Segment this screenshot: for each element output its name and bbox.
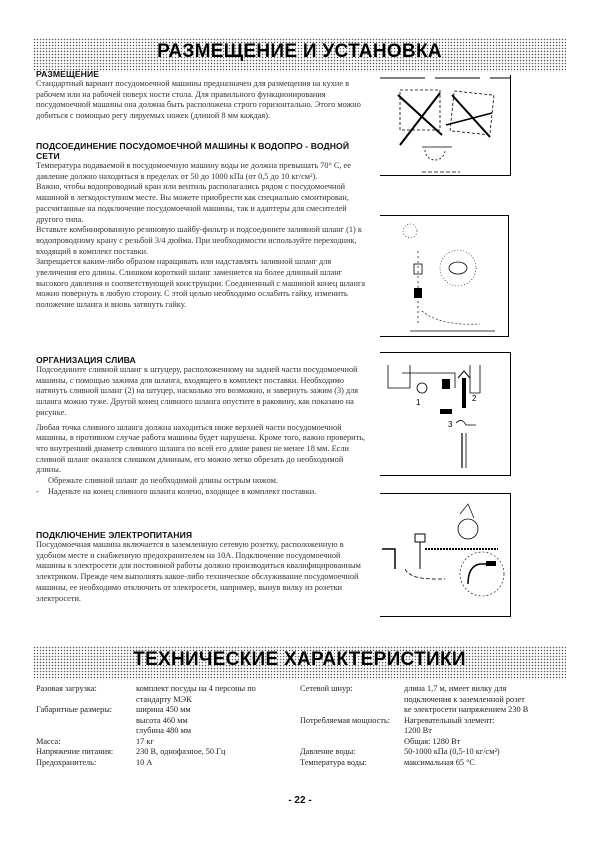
spec-label: Разовая загрузка: <box>36 684 97 693</box>
section-title-placement: РАЗМЕЩЕНИЕ И УСТАНОВКА <box>157 41 442 62</box>
bullet-mark: - <box>36 486 39 496</box>
heading-drain: ОРГАНИЗАЦИЯ СЛИВА <box>36 355 136 365</box>
spec-value: максимальная 65 °С <box>404 757 475 767</box>
spec-value: 17 кг <box>136 736 154 746</box>
spec-label: Масса: <box>36 736 61 746</box>
spec-label: Сетевой шнур: <box>300 684 353 693</box>
figure-water-connection <box>380 215 509 337</box>
spec-value: 50-1000 кПа (0,5-10 кг/см²) <box>404 747 500 756</box>
spec-values <box>136 684 256 705</box>
spec-values <box>136 705 191 737</box>
drain-paragraph: Подсоедините сливной шланг к штуцеру, расположенному на задней части посудомоечной машины, с помощью зажима для шланга, входящего в комплект поставки. Необходимо натянуть сливной шланг (2) на штуцер, насколько это возможно, и завернуть зажим (3) для шланга можно туже. Другой конец сливного шланга опустите в раковину, как показано на рисунке. <box>36 365 359 417</box>
spec-value: 1200 Вт <box>404 726 432 735</box>
spec-label: Габаритные размеры: <box>36 705 113 714</box>
heading-water-connection: ПОДСОЕДИНЕНИЕ ПОСУДОМОЕЧНОЙ МАШИНЫ К ВОДОПРО - ВОДНОЙ СЕТИ <box>36 141 350 161</box>
spec-value: ке электросети напряжением 230 В <box>404 705 529 714</box>
page-number: - 22 - <box>288 795 312 806</box>
placement-section <box>36 69 370 122</box>
spec-value: ширина 450 мм <box>136 705 191 714</box>
spec-value: стандарту МЭК <box>136 694 192 704</box>
water-paragraph: Температура подаваемой в посудомоечную машину воды не должна превышать 70° С, ее давление должно находиться в пределах от 50 до 1000 кПа (от 0,5 до 10 кг/см²). <box>36 161 351 181</box>
placement-text: Стандартный вариант посудомоечной машины предназначен для размещения на кухне в рабочем или на рабочей поверх ности стола. Для правильного функционирования посудомоечной машины она должна быть расположена строго горизонтально. Этого можно добиться с помощью регу лируемых ножек (длиной 8 мм каждая). <box>36 79 361 121</box>
spec-row <box>300 684 570 716</box>
drain-label-2: 2 <box>472 394 477 403</box>
drain-label-3: 3 <box>448 420 453 429</box>
spec-value: длина 1,7 м, имеет вилку для <box>404 684 507 693</box>
water-paragraph: Вставьте комбинированную резиновую шайбу-фильтр и подсоедините заливной шланг (1) к водопроводному крану с резьбой 3/4 дюйма. При необходимости используйте переходник, входящий в комплект поставки. <box>36 225 362 256</box>
bullet-text: Обрежьте сливной шланг до необходимой длины острым ножом. <box>48 476 278 486</box>
power-section <box>36 530 370 604</box>
spec-row <box>36 758 296 769</box>
spec-row <box>300 747 570 758</box>
figure-leveling <box>380 75 511 176</box>
bullet-text: Наденьте на конец сливного шланга колено, входящее в комплект поставки. <box>48 486 317 496</box>
section-banner-placement <box>33 38 566 72</box>
spec-value: комплект посуды на 4 персоны по <box>136 684 256 693</box>
spec-value: Общая: 1280 Вт <box>404 736 461 746</box>
water-section <box>36 141 370 311</box>
spec-value: подключения к заземленной розет <box>404 694 525 704</box>
spec-row <box>300 758 570 769</box>
leveling-illustration <box>380 75 510 175</box>
spec-row <box>300 716 570 748</box>
section-title-specs: ТЕХНИЧЕСКИЕ ХАРАКТЕРИСТИКИ <box>133 649 466 670</box>
spec-row <box>36 705 296 737</box>
spec-row <box>36 737 296 748</box>
specs-left-column <box>36 684 296 768</box>
figure-drain <box>380 352 511 476</box>
spec-value: 230 В, однофазное, 50 Гц <box>136 747 226 756</box>
spec-label: Предохранитель: <box>36 757 97 767</box>
spec-row <box>36 747 296 758</box>
drain-section <box>36 355 370 497</box>
power-text: Посудомоечная машина включается в заземленную сетевую розетку, расположенную в удобном месте и снабженную предохранителем на 10А. Подключение посудомоечной машины к электросети для постоянной работы должно производиться квалифицированным электриком. Прежде чем выполнять какое-либо техническое обслуживание посудомоечной машины, ее необходимо отключить от электросети, например, вынув вилку из розетки электросети. <box>36 540 361 603</box>
spec-value: Нагревательный элемент: <box>404 715 495 725</box>
water-paragraph: Важно, чтобы водопроводный кран или вентиль располагались рядом с посудомоечной машиной в легкодоступном месте. Вы можете приобрести как специально смонтирован, рассчитанные на подключение посудомоечной машины, так и адаптеры для смесителей другого типа. <box>36 182 349 224</box>
heading-power: ПОДКЛЮЧЕНИЕ ЭЛЕКТРОПИТАНИЯ <box>36 530 193 540</box>
spec-value: высота 460 мм <box>136 715 188 725</box>
drain-bullet <box>36 487 370 498</box>
specs-right-column <box>300 684 570 768</box>
power-plug-illustration <box>380 494 510 616</box>
spec-label: Давление воды: <box>300 747 356 756</box>
water-paragraph: Запрещается каким-либо образом наращивать или надставлять заливной шланг для увеличения его длины. Слишком короткий шланг заменяется на более длинный шланг высокого давления и соответствующей конструкции. Соединенный с машиной конец шланга можно повернуть в любую сторону. С этой целью необходимо ослабить гайку, изменить положение шланга и вновь затянуть гайку. <box>36 257 366 310</box>
spec-label: Потребляемая мощность: <box>300 715 390 725</box>
drain-bullet <box>36 476 370 487</box>
drain-label-1: 1 <box>416 398 421 407</box>
spec-label: Напряжение питания: <box>36 747 114 756</box>
spec-label: Температура воды: <box>300 757 367 767</box>
drain-paragraph: Любая точка сливного шланга должна находиться ниже верхней части посудомоечной машины, в противном случае работа машины будет нарушена. Кроме того, важно проверить, что внутренний диаметр сливного шланга по всей его длине равен не менее 18 мм. Если сливной шланг оказался слишком длинным, его можно легко обрезать до необходимой длины. <box>36 422 366 475</box>
spec-values <box>404 716 494 748</box>
spec-value: глубина 480 мм <box>136 726 192 735</box>
water-tap-illustration <box>380 216 508 336</box>
spec-row <box>36 684 296 705</box>
section-banner-specs <box>33 646 566 680</box>
spec-values <box>404 684 528 716</box>
figure-power <box>380 493 511 617</box>
heading-placement: РАЗМЕЩЕНИЕ <box>36 69 100 79</box>
spec-value: 10 А <box>136 757 153 767</box>
drain-hose-illustration <box>380 353 510 475</box>
